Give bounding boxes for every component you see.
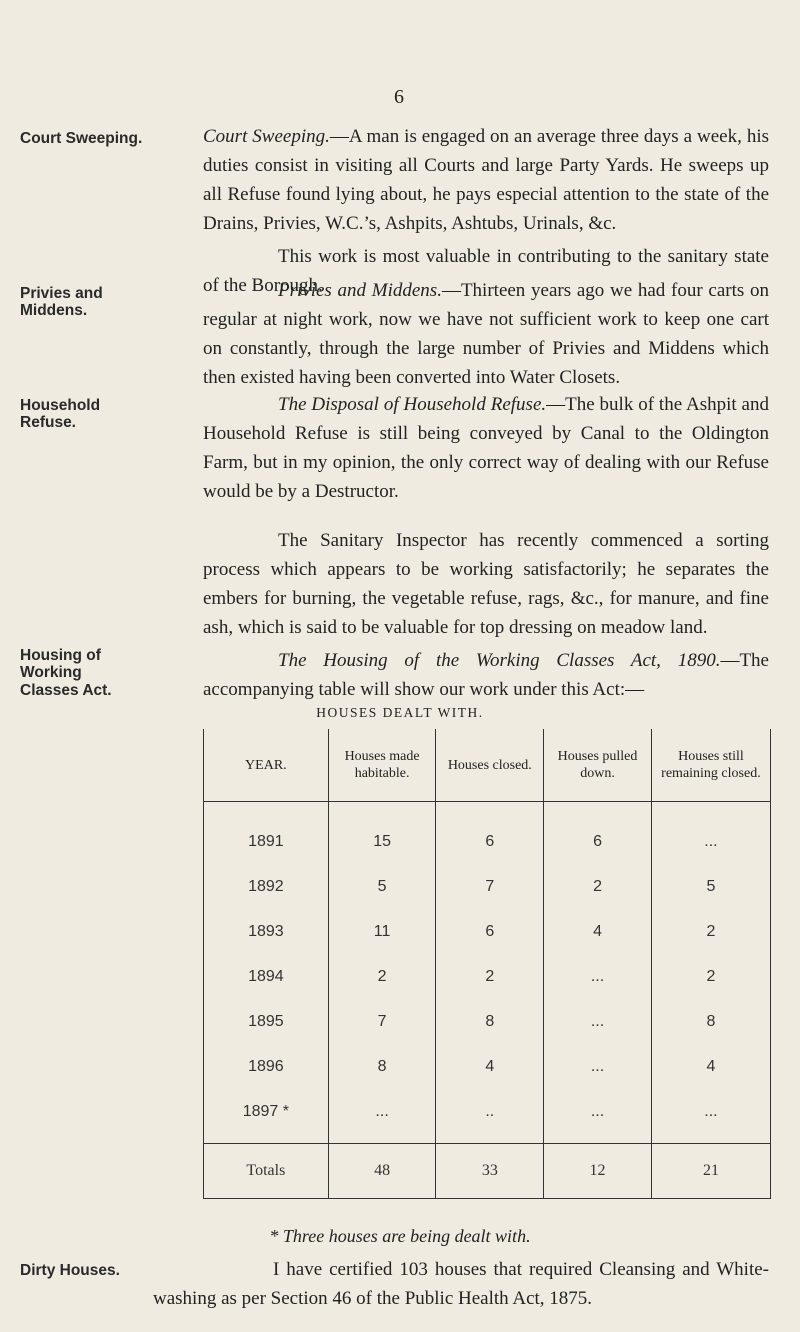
table-row [204, 1089, 771, 1144]
total-habitable: 48 [328, 1144, 436, 1199]
header-closed: Houses closed. [436, 729, 544, 802]
paragraph-dirty-houses: I have certified 103 houses that required Cleansing and White-washing as per Section 46 of the Public Health Act, 1875. [153, 1259, 769, 1309]
table-row [204, 999, 771, 1044]
paragraph-household-refuse: The Disposal of Household Refuse.—The bulk of the Ashpit and Household Refuse is still being conveyed by Canal to the Oldington Farm, but in my opinion, the only correct way of dealing with our Refuse would be by a Destructor. [203, 394, 769, 502]
cell-year: 1894 [204, 954, 329, 999]
cell-pulled-down: ... [544, 999, 652, 1044]
cell-pulled-down: 4 [544, 909, 652, 954]
table-row [204, 864, 771, 909]
heading-housing-act: The Housing of the Working Classes Act, 1890. [278, 650, 721, 671]
cell-pulled-down: ... [544, 1089, 652, 1144]
cell-closed: 6 [436, 909, 544, 954]
paragraph-court-sweeping: Court Sweeping.—A man is engaged on an average three days a week, his duties consist in visiting all Courts and large Party Yards. He sweeps up all Refuse found lying about, he pays especial attention to the state of the Drains, Privies, W.C.’s, Ashpits, Ashtubs, Urinals, &c. [203, 126, 769, 234]
table-row [204, 909, 771, 954]
margin-note-dirty-houses: Dirty Houses. [20, 1262, 120, 1279]
cell-pulled-down: 2 [544, 864, 652, 909]
cell-habitable: 7 [328, 999, 436, 1044]
cell-closed: 8 [436, 999, 544, 1044]
cell-year: 1892 [204, 864, 329, 909]
cell-year: 1897 * [204, 1089, 329, 1144]
cell-habitable: 15 [328, 802, 436, 865]
cell-closed: 4 [436, 1044, 544, 1089]
margin-note-housing-act: Housing of Working Classes Act. [20, 647, 112, 699]
table-row [204, 802, 771, 865]
margin-note-court-sweeping: Court Sweeping. [20, 130, 143, 147]
cell-year: 1891 [204, 802, 329, 865]
paragraph-sorting-process: The Sanitary Inspector has recently commenced a sorting process which appears to be working satisfactorily; he separates the embers for burning, the vegetable refuse, rags, &c., for manure, and fine ash, which is said to be valuable for top dressing on meadow land. [203, 530, 769, 638]
cell-closed: 7 [436, 864, 544, 909]
cell-year: 1896 [204, 1044, 329, 1089]
header-made-habitable: Houses made habitable. [328, 729, 436, 802]
cell-habitable: ... [328, 1089, 436, 1144]
cell-still-closed: 2 [651, 954, 770, 999]
heading-household-refuse: The Disposal of Household Refuse. [278, 394, 547, 415]
table-footnote: * Three houses are being dealt with. [269, 1226, 531, 1246]
table-row [204, 954, 771, 999]
houses-table [203, 729, 771, 1199]
header-still-closed: Houses still remaining closed. [651, 729, 770, 802]
cell-habitable: 2 [328, 954, 436, 999]
header-year: YEAR. [204, 729, 329, 802]
paragraph-privies: Privies and Middens.—Thirteen years ago we had four carts on regular at night work, now we have not sufficient work to keep one cart on constantly, through the large number of Privies and Middens which then existed having been converted into Water Closets. [203, 280, 769, 388]
cell-still-closed: 8 [651, 999, 770, 1044]
paragraph-housing-act: The Housing of the Working Classes Act, 1890.—The accompanying table will show our work under this Act:— [203, 650, 769, 700]
header-pulled-down: Houses pulled down. [544, 729, 652, 802]
cell-still-closed: 5 [651, 864, 770, 909]
cell-still-closed: 4 [651, 1044, 770, 1089]
page-number: 6 [394, 86, 404, 108]
cell-pulled-down: 6 [544, 802, 652, 865]
cell-still-closed: ... [651, 802, 770, 865]
cell-still-closed: ... [651, 1089, 770, 1144]
table-totals-row [204, 1144, 771, 1199]
cell-year: 1895 [204, 999, 329, 1044]
cell-still-closed: 2 [651, 909, 770, 954]
table-row [204, 1044, 771, 1089]
table-header-row [204, 729, 771, 802]
cell-closed: .. [436, 1089, 544, 1144]
cell-habitable: 5 [328, 864, 436, 909]
total-pulled-down: 12 [544, 1144, 652, 1199]
total-still-closed: 21 [651, 1144, 770, 1199]
cell-closed: 6 [436, 802, 544, 865]
cell-pulled-down: ... [544, 954, 652, 999]
paragraph-court-value: This work is most valuable in contributing to the sanitary state of the Borough. [203, 246, 769, 296]
margin-note-privies: Privies and Middens. [20, 285, 103, 320]
heading-privies: Privies and Middens. [278, 280, 442, 301]
cell-habitable: 8 [328, 1044, 436, 1089]
margin-note-household-refuse: Household Refuse. [20, 397, 101, 432]
totals-label: Totals [204, 1144, 329, 1199]
cell-habitable: 11 [328, 909, 436, 954]
cell-pulled-down: ... [544, 1044, 652, 1089]
cell-closed: 2 [436, 954, 544, 999]
cell-year: 1893 [204, 909, 329, 954]
table-caption: HOUSES DEALT WITH. [316, 705, 484, 720]
total-closed: 33 [436, 1144, 544, 1199]
heading-court-sweeping: Court Sweeping. [203, 126, 330, 147]
